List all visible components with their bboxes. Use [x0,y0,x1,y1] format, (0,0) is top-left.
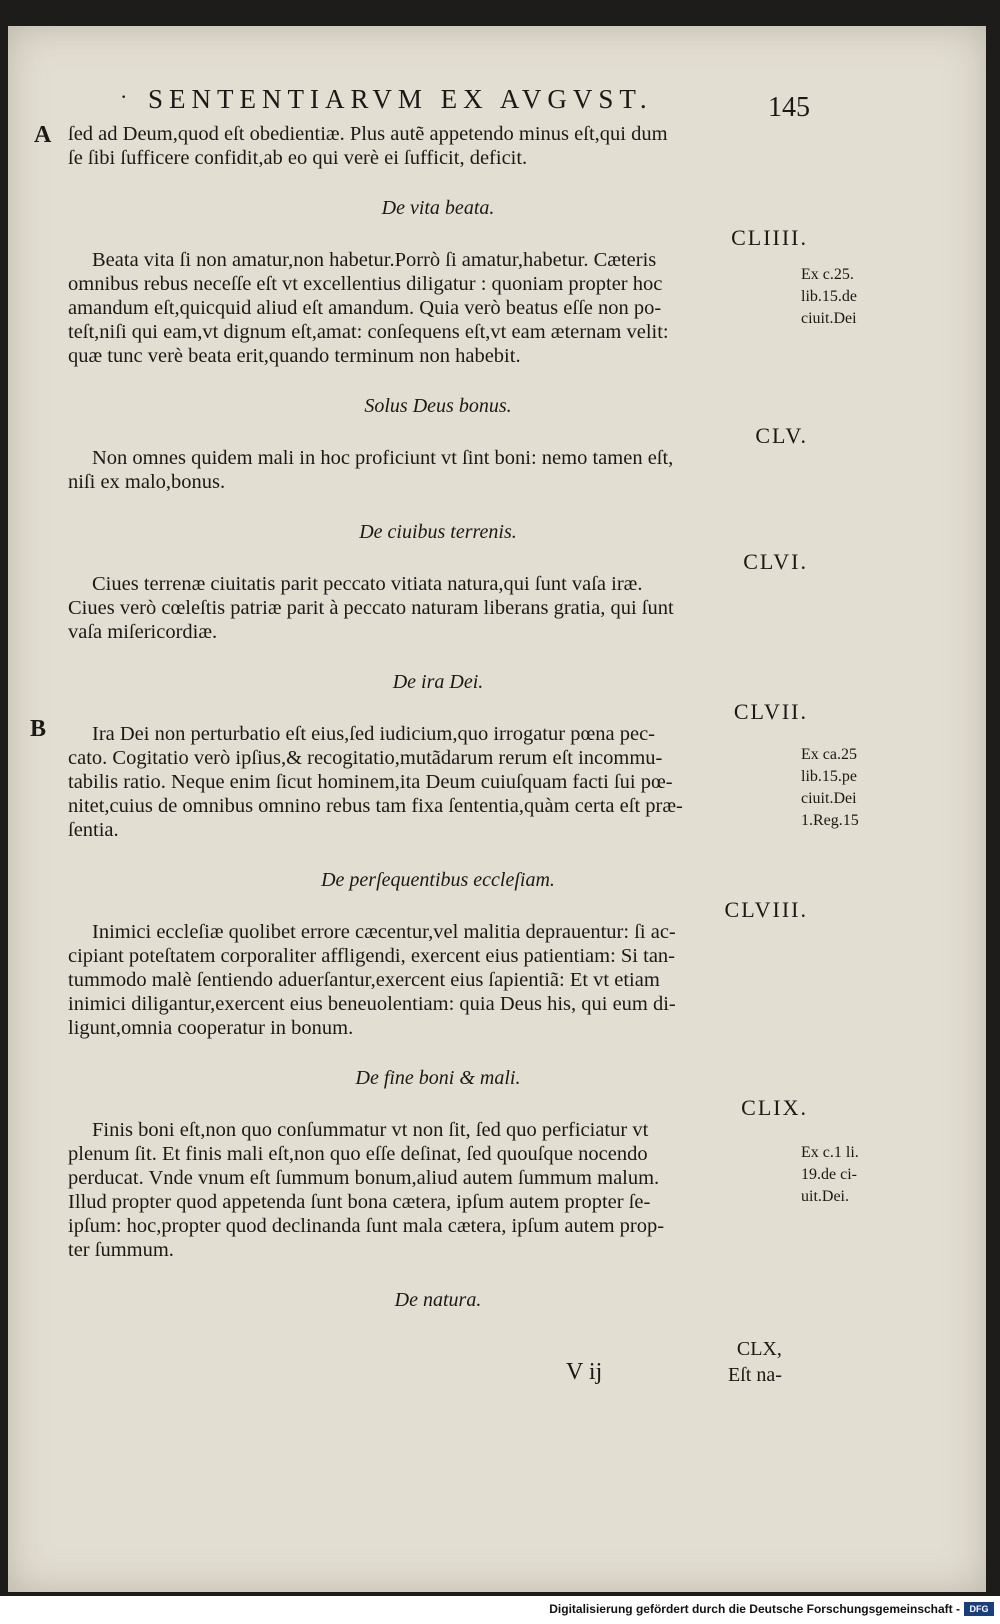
catchword: Eſt na- [728,1364,782,1386]
text-line: plenum ſit. Et finis mali eſt,non quo eſſe deſinat, ſed quouſque nocendo [68,1143,648,1165]
text-body [68,122,808,1318]
running-header [120,84,808,115]
text-line: ipſum: hoc,propter quod declinanda ſunt mala cætera, ipſum autem prop- [68,1215,665,1237]
text-line: Ciues terrenæ ciuitatis parit peccato vitiata natura,qui ſunt vaſa iræ. [92,573,643,595]
text-line: quæ tunc verè beata erit,quando terminum non habebit. [68,345,521,367]
section-title: Solus Deus bonus. [364,395,512,417]
text-line: nitet,cuius de omnibus omnino rebus tam fixa ſententia,quàm certa eſt præ- [68,795,683,817]
margin-note: Ex c.1 li. 19.de ci- uit.Dei. [801,1144,859,1205]
text-line: Ira Dei non perturbatio eſt eius,ſed iudicium,quo irrogatur pœna pec- [92,723,655,745]
book-page [8,26,986,1592]
text-line: Inimici eccleſiæ quolibet errore cæcentur,vel malitia deprauentur: ſi ac- [92,921,676,943]
text-line: teſt,niſi qui eam,vt dignum eſt,amat: conſequens eſt,vt eam æternam velit: [68,321,669,343]
dfg-logo: DFG [964,1602,994,1616]
text-line: Finis boni eſt,non quo conſummatur vt non ſit, ſed quo perficiatur vt [92,1119,649,1141]
section [68,670,808,842]
text-line: Beata vita ſi non amatur,non habetur.Porrò ſi amatur,habetur. Cæteris [92,249,657,271]
text-line: Illud propter quod appetenda ſunt bona cætera, ipſum autem propter ſe- [68,1191,651,1213]
section [68,394,808,494]
section-number: CLV. [755,423,808,448]
text-line: vaſa miſericordiæ. [68,621,218,643]
text-line: amandum eſt,quicquid aliud eſt amandum. Quia verò beatus eſſe non po- [68,297,662,319]
margin-letter-a: A [34,122,52,148]
next-section-number: CLX, [736,1338,782,1360]
section-number: CLVII. [733,699,808,724]
text-line: tabilis ratio. Neque enim ſicut hominem,ita Deum cuiuſquam facti ſui pœ- [68,771,673,793]
section [68,868,808,1040]
text-line: ter ſummum. [68,1239,174,1261]
section [68,196,808,368]
text-line: ſe ſibi ſufficere confidit,ab eo qui verè ei ſufficit, deficit. [68,147,528,169]
text-line: omnibus rebus neceſſe eſt vt excellentius diligatur : quoniam propter hoc [68,273,663,295]
text-line: perducat. Vnde vnum eſt ſummum bonum,aliud autem ſummum malum. [68,1167,660,1189]
text-line: inimici diligantur,exercent eius beneuolentiam: quia Deus his, qui eum di- [68,993,676,1015]
intro-paragraph [68,122,808,170]
section-number: CLIX. [741,1095,808,1120]
section-number: CLVI. [743,549,808,574]
section-number: CLVIII. [724,897,808,922]
margin-note: Ex c.25. lib.15.de ciuit.Dei [801,266,857,327]
section-title: De ira Dei. [392,671,484,693]
running-title: SENTENTIARVM EX AVGVST. [148,84,653,114]
section-text [68,446,808,494]
folio-number: 145 [768,92,810,123]
margin-letter-b: B [30,716,47,742]
section-number: CLIIII. [731,225,808,250]
section-text [68,1118,808,1262]
section [68,1066,808,1262]
text-line: Non omnes quidem mali in hoc proficiunt vt ſint boni: nemo tamen eſt, [92,447,674,469]
section-text [68,722,808,842]
text-line: Ciues verò cœleſtis patriæ parit à peccato naturam liberans gratia, qui ſunt [68,597,674,619]
text-line: ſentia. [68,819,119,841]
section-title: De fine boni & mali. [355,1067,521,1089]
section-title: De perſequentibus eccleſiam. [321,869,555,891]
digitization-footer [0,1596,1000,1624]
section-title: De natura. [394,1289,482,1311]
text-line: cipiant poteſtatem corporaliter affligendi, exercent eius patientiam: Si tan- [68,945,675,967]
text-line: tummodo malè ſentiendo aduerſantur,exercent eius ſapientiã: Et vt etiam [68,969,660,991]
header-ornament: · [120,84,134,109]
section-text [68,248,808,368]
section-text [68,572,808,644]
text-line: ſed ad Deum,quod eſt obedientiæ. Plus autẽ appetendo minus eſt,qui dum [68,123,668,145]
section-text [68,920,808,1040]
section-title: De ciuibus terrenis. [359,521,517,543]
text-line: cato. Cogitatio verò ipſius,& recogitatio,mutãdarum rerum eſt incommu- [68,747,663,769]
signature-mark: V ij [566,1359,603,1385]
margin-note: Ex ca.25 lib.15.pe ciuit.Dei 1.Reg.15 [801,746,859,829]
text-line: ligunt,omnia cooperatur in bonum. [68,1017,354,1039]
text-line: niſi ex malo,bonus. [68,471,226,493]
digitization-credit: Digitalisierung gefördert durch die Deutsche Forschungsgemeinschaft - [549,1602,960,1616]
section [68,1288,808,1312]
section-title: De vita beata. [381,197,495,219]
section [68,520,808,644]
catchword-block [728,1336,782,1388]
